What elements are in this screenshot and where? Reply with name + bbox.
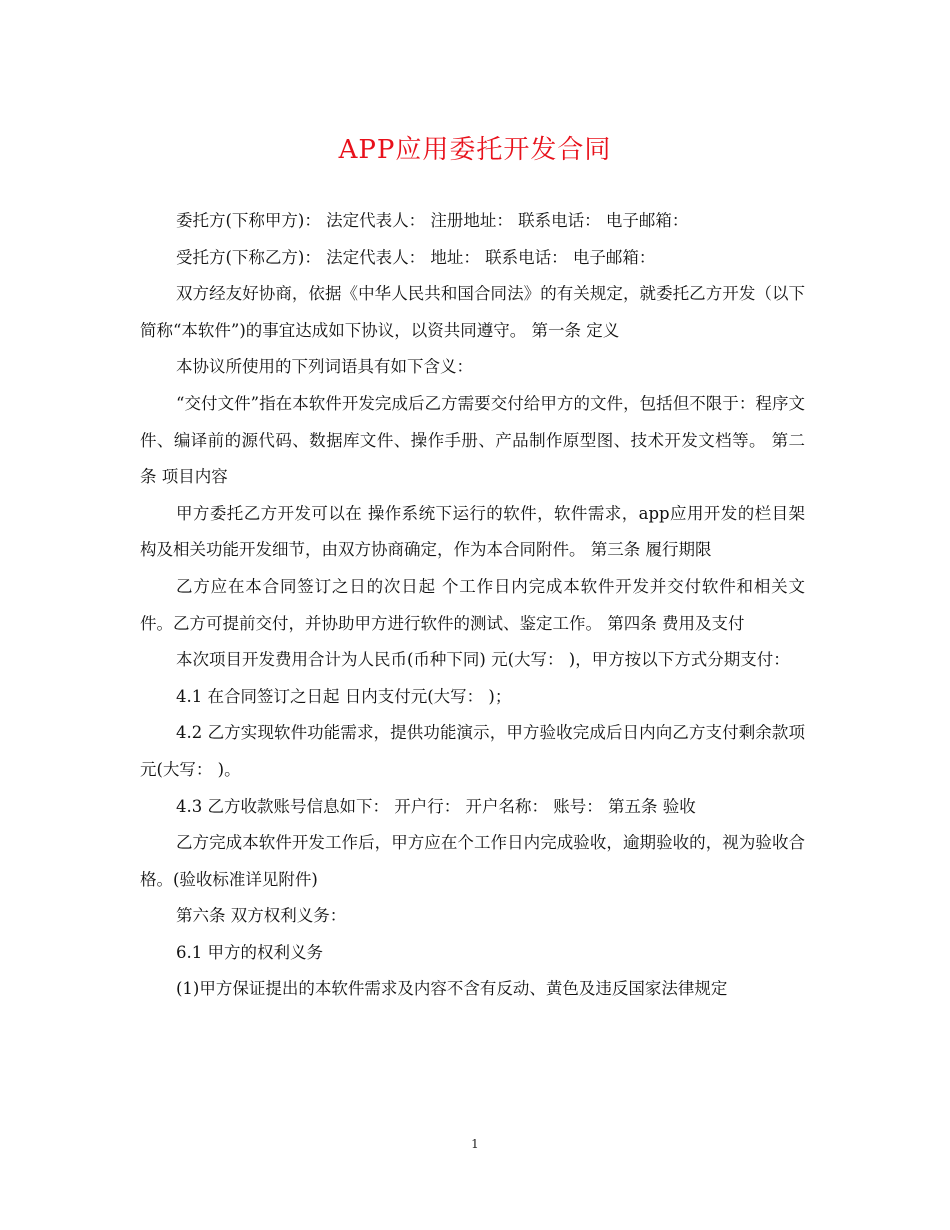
paragraph-text: 甲方委托乙方开发可以在 操作系统下运行的软件，软件需求，app应用开发的栏目架构及相关功能开发细节，由双方协商确定，作为本合同附件。 第三条 履行期限 [140, 503, 805, 560]
document-title: APP应用委托开发合同 [338, 135, 612, 165]
paragraph-text: (1)甲方保证提出的本软件需求及内容不含有反动、黄色及违反国家法律规定 [176, 979, 728, 999]
paragraph-text: “交付文件”指在本软件开发完成后乙方需要交付给甲方的文件，包括但不限于：程序文件、编译前的源代码、数据库文件、操作手册、产品制作原型图、技术开发文档等。 第二条 项目内容 [140, 393, 805, 487]
paragraph-text: 4.1 在合同签订之日起 日内支付元(大写： )； [176, 686, 512, 706]
paragraph-text: 乙方完成本软件开发工作后，甲方应在个工作日内完成验收，逾期验收的，视为验收合格。(验收标准详见附件) [140, 833, 805, 889]
paragraph-performance-period [140, 569, 805, 642]
paragraph-text: 4.3 乙方收款账号信息如下： 开户行： 开户名称： 账号： 第五条 验收 [176, 796, 696, 816]
paragraph-text: 4.2 乙方实现软件功能需求，提供功能演示，甲方验收完成后日内向乙方支付剩余款项 元(大写： )。 [140, 723, 811, 779]
paragraph-entrusted-party [140, 240, 805, 277]
paragraph-text: 本协议所使用的下列词语具有如下含义： [176, 357, 473, 377]
paragraph-agreement-intro [140, 276, 805, 349]
paragraph-text: 6.1 甲方的权利义务 [176, 942, 323, 962]
paragraph-text: 乙方应在本合同签订之日的次日起 个工作日内完成本软件开发并交付软件和相关文件。乙方可提前交付，并协助甲方进行软件的测试、鉴定工作。 第四条 费用及支付 [140, 576, 805, 633]
page-number: 1 [471, 1137, 479, 1151]
paragraph-clause-4-2 [140, 715, 811, 788]
paragraph-text: 双方经友好协商，依据《中华人民共和国合同法》的有关规定，就委托乙方开发（以下简称“本软件”)的事宜达成如下协议，以资共同遵守。 第一条 定义 [140, 284, 805, 340]
paragraph-text: 本次项目开发费用合计为人民币(币种下同) 元(大写： )，甲方按以下方式分期支付： [176, 650, 790, 670]
paragraph-article-6-heading [140, 898, 805, 935]
paragraph-text: 受托方(下称乙方)： 法定代表人： 地址： 联系电话： 电子邮箱： [176, 247, 656, 267]
paragraph-clause-4-3 [140, 789, 805, 826]
paragraph-definitions-intro [140, 349, 805, 386]
paragraph-project-content [140, 496, 805, 569]
paragraph-entrusting-party [140, 203, 805, 240]
document-body [140, 203, 811, 1008]
paragraph-text: 委托方(下称甲方)： 法定代表人： 注册地址： 联系电话： 电子邮箱： [176, 211, 689, 230]
paragraph-delivery-documents [140, 386, 805, 496]
paragraph-acceptance [140, 825, 805, 898]
paragraph-clause-4-1 [140, 679, 805, 716]
paragraph-clause-6-1-item-1 [140, 971, 805, 1008]
paragraph-fees [140, 642, 805, 679]
paragraph-text: 第六条 双方权利义务： [176, 906, 347, 926]
paragraph-clause-6-1 [140, 935, 805, 972]
